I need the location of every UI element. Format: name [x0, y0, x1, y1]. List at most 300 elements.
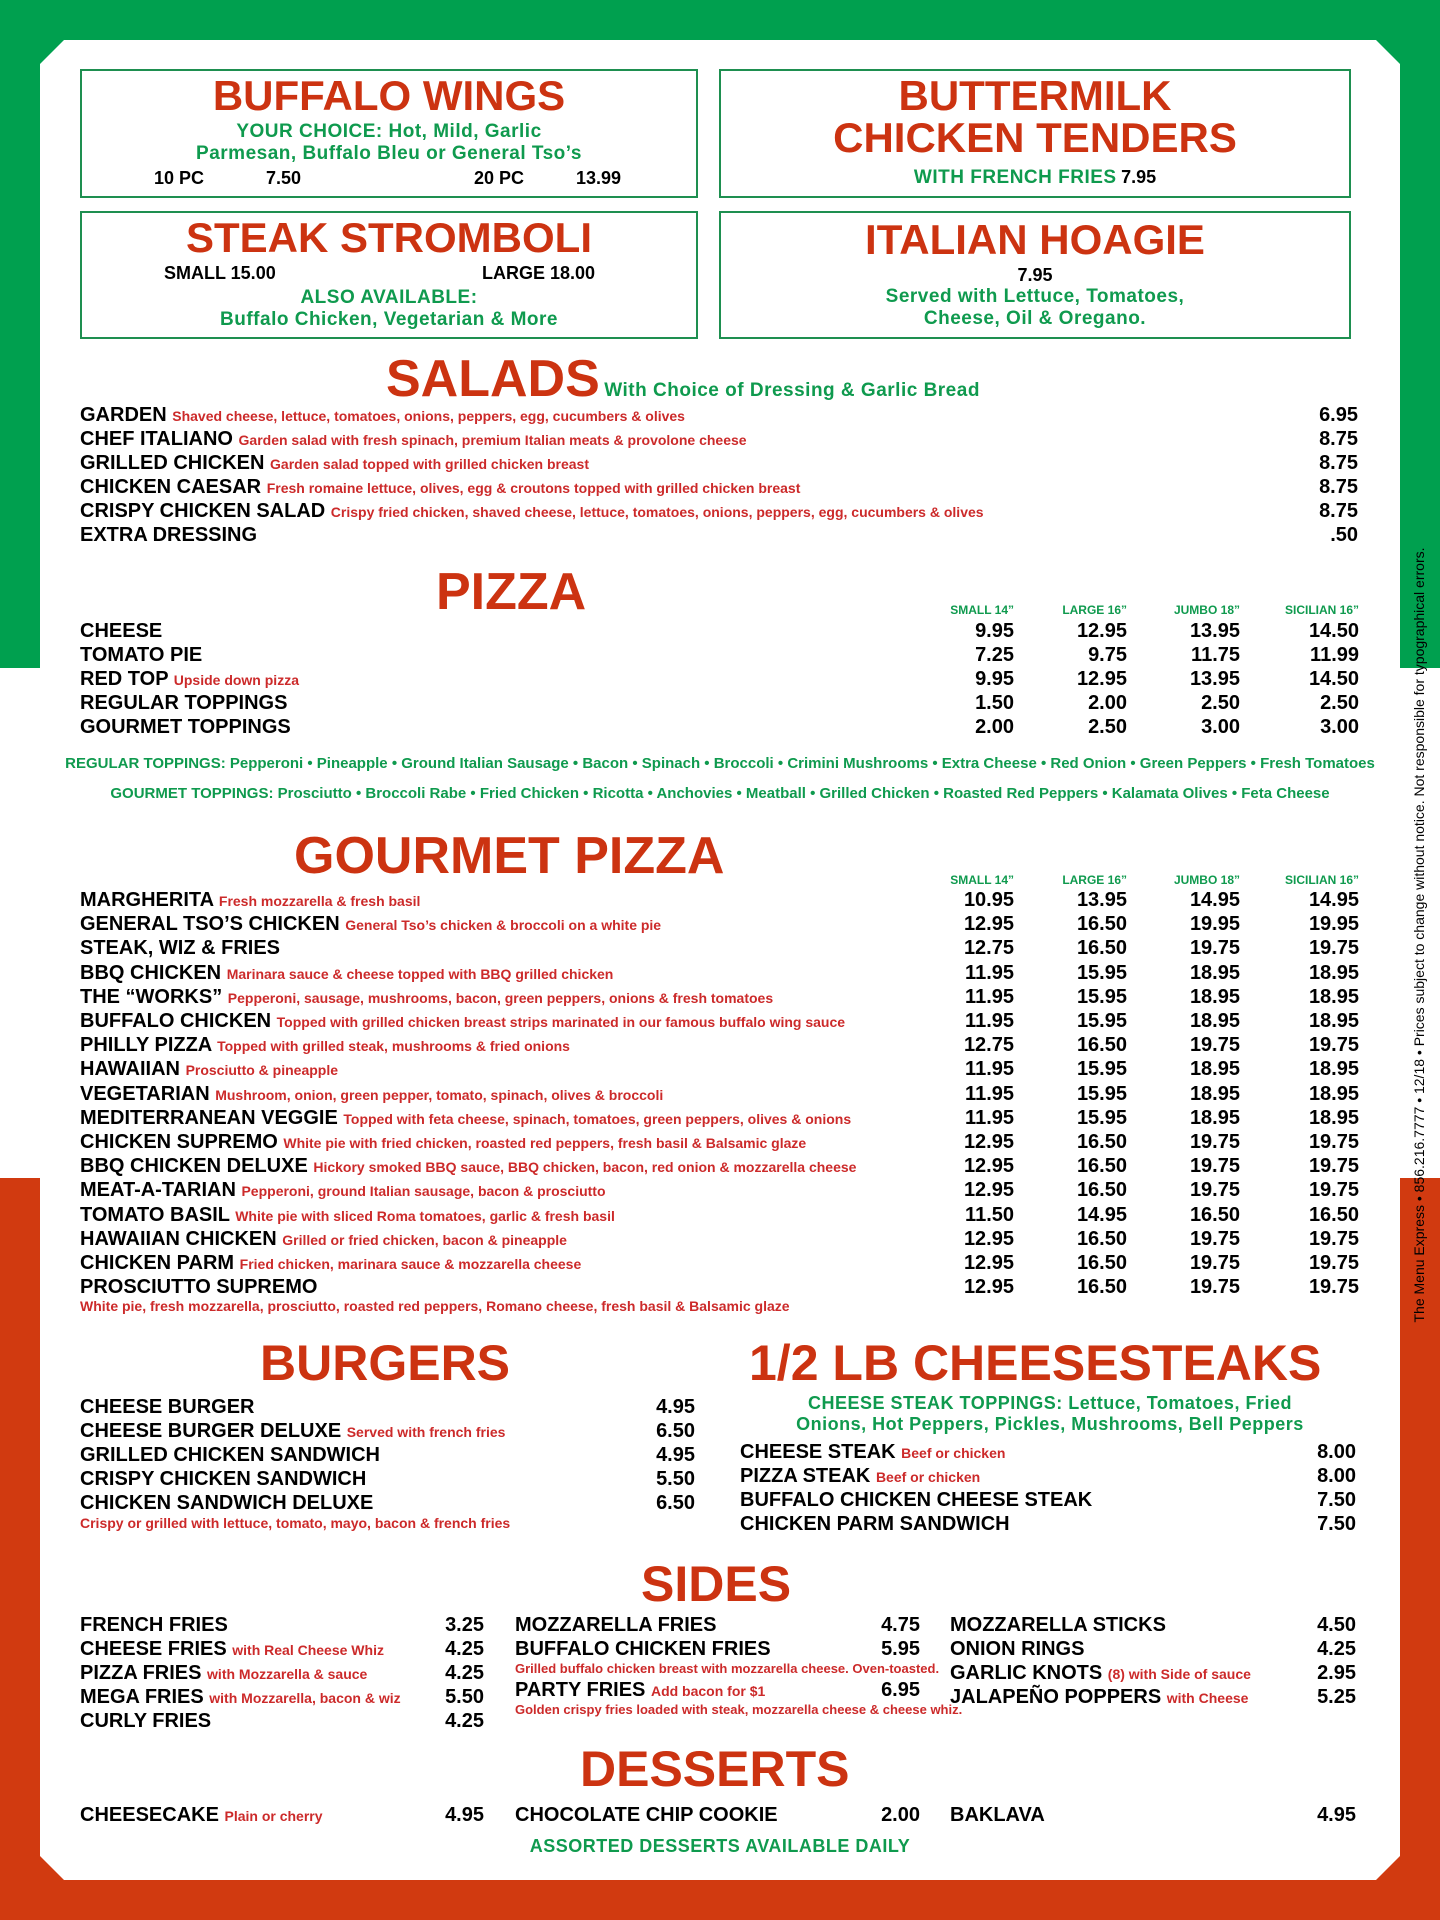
- side-price: 2.95: [1317, 1662, 1356, 1684]
- item-name: THE “WORKS”: [80, 985, 223, 1008]
- tenders-sub: WITH FRENCH FRIES: [913, 167, 1117, 188]
- salads-title: SALADS: [386, 350, 600, 408]
- item-desc: Shaved cheese, lettuce, tomatoes, onions, peppers, egg, cucumbers & olives: [172, 408, 685, 424]
- gourmet-price: 19.75: [1189, 1179, 1240, 1202]
- gourmet-col-jumbo: JUMBO 18”: [1173, 873, 1240, 887]
- burger-row: [80, 1395, 254, 1419]
- item-name: CHOCOLATE CHIP COOKIE: [515, 1804, 778, 1826]
- side-price: 4.25: [445, 1710, 484, 1732]
- gourmet-price: 12.95: [963, 913, 1014, 936]
- gourmet-price: 15.95: [1076, 961, 1127, 984]
- pizza-price: 2.00: [1088, 692, 1127, 714]
- gourmet-price: 14.95: [1189, 889, 1240, 911]
- side-price: 4.25: [445, 1662, 484, 1684]
- side-price: 6.95: [881, 1679, 920, 1701]
- side-row: [80, 1685, 401, 1710]
- tenders-price: 7.95: [1121, 167, 1157, 187]
- gourmet-price: 12.95: [963, 1252, 1014, 1274]
- pizza-price: 14.50: [1308, 668, 1359, 690]
- item-name: GOURMET TOPPINGS: [80, 716, 291, 738]
- item-desc: Upside down pizza: [173, 672, 299, 688]
- desserts-footer: ASSORTED DESSERTS AVAILABLE DAILY: [529, 1836, 911, 1856]
- item-name: JALAPEÑO POPPERS: [950, 1686, 1162, 1708]
- chicken-tenders-box: [719, 69, 1351, 198]
- item-desc: General Tso’s chicken & broccoli on a white pie: [345, 917, 662, 934]
- salad-price-grilled: 8.75: [1319, 452, 1358, 474]
- item-name: STEAK, WIZ & FRIES: [80, 937, 280, 960]
- cheesesteak-toppings-line1: CHEESE STEAK TOPPINGS: Lettuce, Tomatoes, Fried: [808, 1393, 1292, 1413]
- gourmet-price: 19.75: [1308, 1276, 1359, 1299]
- cheesesteak-row: [740, 1488, 1092, 1512]
- item-name: MEDITERRANEAN VEGGIE: [80, 1106, 338, 1129]
- item-name: BBQ CHICKEN: [80, 961, 222, 984]
- hoagie-line2: Cheese, Oil & Oregano.: [923, 308, 1147, 329]
- pizza-price: 2.50: [1201, 692, 1240, 714]
- item-desc: Topped with feta cheese, spinach, tomatoes, green peppers, olives & onions: [343, 1110, 852, 1127]
- burgers-title: BURGERS: [260, 1335, 511, 1391]
- pizza-row: [80, 667, 299, 692]
- steak-stromboli-box: [80, 211, 698, 339]
- gourmet-col-sicilian: SICILIAN 16”: [1284, 873, 1359, 887]
- buffalo-fries-note: Grilled buffalo chicken breast with mozzarella cheese. Oven-toasted.: [515, 1661, 940, 1676]
- burger-price: 4.95: [656, 1444, 695, 1466]
- cheesesteak-price: 8.00: [1317, 1441, 1356, 1463]
- tenders-title-line1: BUTTERMILK: [898, 72, 1172, 119]
- item-name: CHICKEN CAESAR: [80, 476, 262, 498]
- salad-row-crispy: [80, 499, 984, 524]
- gourmet-price: 19.75: [1189, 937, 1240, 960]
- item-desc: Garden salad with fresh spinach, premium Italian meats & provolone cheese: [238, 432, 747, 448]
- item-name: CHICKEN PARM: [80, 1252, 235, 1274]
- item-name: CHICKEN SUPREMO: [80, 1131, 278, 1153]
- stromboli-title: STEAK STROMBOLI: [186, 214, 592, 261]
- item-desc: Served with french fries: [346, 1424, 506, 1440]
- item-name: GARLIC KNOTS: [950, 1662, 1103, 1684]
- cheesesteak-toppings-line2: Onions, Hot Peppers, Pickles, Mushrooms, Bell Peppers: [796, 1414, 1304, 1434]
- item-name: HAWAIIAN: [80, 1058, 180, 1081]
- gourmet-row: [80, 936, 280, 961]
- item-desc: Marinara sauce & cheese topped with BBQ grilled chicken: [226, 965, 614, 982]
- item-name: CHICKEN PARM SANDWICH: [740, 1513, 1010, 1535]
- gourmet-price: 18.95: [1189, 1058, 1240, 1081]
- gourmet-price: 19.75: [1308, 1227, 1359, 1250]
- chicken-deluxe-note: Crispy or grilled with lettuce, tomato, mayo, bacon & french fries: [80, 1515, 511, 1531]
- gourmet-price: 16.50: [1076, 1252, 1127, 1274]
- salad-row-garden: [80, 403, 685, 428]
- gourmet-price: 11.95: [965, 1010, 1014, 1032]
- pizza-price: 14.50: [1308, 620, 1359, 642]
- pizza-title: PIZZA: [436, 563, 587, 621]
- item-name: BAKLAVA: [950, 1804, 1045, 1826]
- item-desc: Prosciutto & pineapple: [185, 1062, 339, 1079]
- pizza-price: 11.99: [1310, 644, 1359, 666]
- stromboli-small: SMALL 15.00: [164, 263, 276, 283]
- gourmet-row: [80, 1082, 663, 1107]
- item-desc: Topped with grilled chicken breast strips marinated in our famous buffalo wing sauce: [276, 1014, 846, 1030]
- gourmet-price: 19.75: [1308, 1179, 1359, 1202]
- gourmet-price: 12.75: [963, 937, 1014, 960]
- gourmet-row: [80, 1275, 317, 1300]
- desserts-title: DESSERTS: [580, 1741, 850, 1797]
- item-name: FRENCH FRIES: [80, 1614, 228, 1636]
- gourmet-row: [80, 1130, 806, 1155]
- side-price: 4.25: [445, 1638, 484, 1660]
- gourmet-row: [80, 912, 661, 937]
- pizza-col-sicilian: SICILIAN 16”: [1284, 603, 1359, 617]
- side-row: [950, 1637, 1084, 1661]
- gourmet-price: 18.95: [1308, 961, 1359, 984]
- side-row: [80, 1661, 367, 1686]
- gourmet-price: 11.95: [965, 1082, 1014, 1105]
- item-name: MOZZARELLA FRIES: [515, 1614, 717, 1636]
- item-name: CHEESE STEAK: [740, 1441, 896, 1463]
- regular-toppings-list: REGULAR TOPPINGS: Pepperoni • Pineapple • Ground Italian Sausage • Bacon • Spinach • Broccoli • Crimini Mushrooms • Extra Cheese • Red Onion • Green Peppers • Fresh Tomatoes: [65, 755, 1375, 772]
- gourmet-price: 16.50: [1076, 1155, 1127, 1178]
- gourmet-price: 18.95: [1189, 961, 1240, 984]
- cheesesteak-price: 7.50: [1317, 1513, 1356, 1535]
- gourmet-row: [80, 1057, 338, 1082]
- gourmet-price: 14.95: [1076, 1203, 1127, 1226]
- dessert-price: 4.95: [1317, 1804, 1356, 1826]
- item-name: CHICKEN SANDWICH DELUXE: [80, 1492, 374, 1514]
- item-name: CRISPY CHICKEN SALAD: [80, 500, 326, 522]
- gourmet-price: 16.50: [1076, 937, 1127, 960]
- salads-heading: [386, 349, 980, 409]
- gourmet-price: 16.50: [1189, 1203, 1240, 1226]
- item-name: PIZZA STEAK: [740, 1465, 871, 1487]
- item-name: REGULAR TOPPINGS: [80, 692, 288, 714]
- salad-row-caesar: [80, 475, 800, 500]
- gourmet-price: 16.50: [1076, 1276, 1127, 1299]
- item-name: MEAT-A-TARIAN: [80, 1179, 236, 1202]
- gourmet-price: 19.75: [1308, 1155, 1359, 1178]
- side-row: [950, 1613, 1166, 1637]
- wings-10pc-price: 7.50: [266, 168, 302, 188]
- salad-price-crispy: 8.75: [1319, 500, 1358, 522]
- item-name: GENERAL TSO’S CHICKEN: [80, 913, 340, 936]
- gourmet-row: [80, 1106, 851, 1131]
- dessert-row: [80, 1803, 323, 1828]
- cheesesteak-row: [740, 1464, 980, 1489]
- item-desc: Hickory smoked BBQ sauce, BBQ chicken, bacon, red onion & mozzarella cheese: [313, 1159, 857, 1176]
- item-desc: Beef or chicken: [875, 1469, 981, 1485]
- gourmet-price: 10.95: [963, 889, 1014, 911]
- item-name: CURLY FRIES: [80, 1710, 212, 1732]
- gourmet-row: [80, 1033, 570, 1058]
- gourmet-price: 15.95: [1076, 1106, 1127, 1129]
- item-desc: with Cheese: [1166, 1690, 1249, 1706]
- pizza-price: 9.75: [1088, 644, 1127, 666]
- hoagie-title: ITALIAN HOAGIE: [865, 216, 1205, 263]
- burger-price: 6.50: [656, 1492, 695, 1514]
- item-name: CRISPY CHICKEN SANDWICH: [80, 1468, 367, 1490]
- pizza-price: 9.95: [975, 620, 1014, 642]
- gourmet-price: 19.95: [1189, 913, 1240, 936]
- item-name: MOZZARELLA STICKS: [950, 1614, 1166, 1636]
- gourmet-row: [80, 985, 773, 1010]
- gourmet-price: 19.75: [1189, 1034, 1240, 1057]
- item-name: PHILLY PIZZA: [80, 1034, 212, 1057]
- prosciutto-supremo-note: White pie, fresh mozzarella, prosciutto, roasted red peppers, Romano cheese, fresh basil & Balsamic glaze: [80, 1298, 790, 1314]
- burger-price: 5.50: [656, 1468, 695, 1490]
- gourmet-price: 13.95: [1076, 889, 1127, 911]
- side-row: [950, 1661, 1251, 1686]
- item-name: MARGHERITA: [80, 889, 214, 911]
- item-name: VEGETARIAN: [80, 1082, 210, 1105]
- item-desc: Fried chicken, marinara sauce & mozzarella cheese: [239, 1256, 582, 1272]
- salad-price-garden: 6.95: [1319, 404, 1358, 426]
- item-name: PIZZA FRIES: [80, 1662, 202, 1684]
- item-desc: with Mozzarella, bacon & wiz: [209, 1690, 401, 1706]
- item-name: CHEESE BURGER: [80, 1396, 255, 1418]
- gourmet-price: 12.95: [963, 1131, 1014, 1153]
- item-desc: Fresh mozzarella & fresh basil: [218, 893, 421, 909]
- gourmet-price: 11.95: [965, 1106, 1014, 1129]
- side-row: [515, 1613, 716, 1637]
- item-name: BBQ CHICKEN DELUXE: [80, 1155, 308, 1178]
- item-name: RED TOP: [80, 668, 169, 690]
- gourmet-price: 19.75: [1308, 1131, 1359, 1153]
- pizza-price: 3.00: [1201, 716, 1240, 738]
- item-name: CHEESE BURGER DELUXE: [80, 1420, 342, 1442]
- item-name: CHEF ITALIANO: [80, 428, 233, 450]
- item-name: GRILLED CHICKEN: [80, 452, 265, 474]
- salads-subtitle: With Choice of Dressing & Garlic Bread: [604, 380, 980, 401]
- side-price: 4.25: [1317, 1638, 1356, 1660]
- wings-choice-line2: Parmesan, Buffalo Bleu or General Tso’s: [196, 143, 582, 164]
- gourmet-price: 18.95: [1308, 1010, 1359, 1032]
- pizza-price: 12.95: [1076, 620, 1127, 642]
- wings-10pc-label: 10 PC: [154, 168, 205, 188]
- gourmet-price: 16.50: [1076, 1034, 1127, 1057]
- gourmet-price: 15.95: [1076, 985, 1127, 1008]
- side-row: [515, 1678, 765, 1703]
- item-desc: Fresh romaine lettuce, olives, egg & croutons topped with grilled chicken breast: [266, 480, 801, 496]
- gourmet-price: 18.95: [1308, 985, 1359, 1008]
- pizza-price: 7.25: [975, 644, 1014, 666]
- gourmet-price: 19.75: [1189, 1131, 1240, 1153]
- gourmet-price: 16.50: [1308, 1203, 1359, 1226]
- item-desc: Topped with grilled steak, mushrooms & fried onions: [217, 1038, 570, 1055]
- buffalo-wings-title: BUFFALO WINGS: [212, 72, 566, 119]
- gourmet-row: [80, 1178, 606, 1203]
- item-name: ONION RINGS: [950, 1638, 1085, 1660]
- italian-hoagie-box: [719, 211, 1351, 339]
- gourmet-price: 11.95: [965, 985, 1014, 1008]
- tenders-title-line2: CHICKEN TENDERS: [833, 114, 1237, 161]
- hoagie-line1: Served with Lettuce, Tomatoes,: [885, 286, 1185, 307]
- gourmet-price: 18.95: [1308, 1106, 1359, 1129]
- item-name: EXTRA DRESSING: [80, 524, 258, 546]
- gourmet-price: 14.95: [1308, 889, 1359, 911]
- gourmet-col-large: LARGE 16”: [1062, 873, 1127, 887]
- gourmet-price: 19.75: [1308, 1252, 1359, 1274]
- side-disclaimer: The Menu Express • 856.216.7777 • 12/18 • Prices subject to change without notice. Not responsible for typographical errors.: [1411, 547, 1427, 1323]
- item-name: CHEESECAKE: [80, 1804, 219, 1826]
- item-desc: Beef or chicken: [901, 1445, 1006, 1461]
- item-name: MEGA FRIES: [80, 1686, 204, 1708]
- gourmet-price: 18.95: [1189, 1010, 1240, 1032]
- gourmet-price: 19.95: [1308, 913, 1359, 936]
- gourmet-row: [80, 1203, 615, 1228]
- salad-row-grilled: [80, 451, 589, 476]
- item-name: GARDEN: [80, 404, 167, 426]
- gourmet-price: 12.95: [963, 1276, 1014, 1299]
- item-name: TOMATO BASIL: [80, 1203, 230, 1226]
- item-desc: Pepperoni, ground Italian sausage, bacon & prosciutto: [241, 1183, 606, 1200]
- pizza-row: [80, 715, 291, 740]
- side-price: 5.50: [445, 1686, 484, 1708]
- pizza-row: [80, 643, 202, 668]
- item-desc: with Real Cheese Whiz: [232, 1642, 384, 1658]
- item-name: GRILLED CHICKEN SANDWICH: [80, 1444, 380, 1466]
- pizza-price: 3.00: [1320, 716, 1359, 738]
- side-row: [515, 1637, 771, 1661]
- item-name: TOMATO PIE: [80, 644, 203, 666]
- salad-price-chef: 8.75: [1319, 428, 1358, 450]
- dessert-row: [515, 1803, 778, 1827]
- burger-row: [80, 1443, 380, 1467]
- item-desc: (8) with Side of sauce: [1107, 1666, 1251, 1682]
- gourmet-price: 18.95: [1189, 985, 1240, 1008]
- item-name: PROSCIUTTO SUPREMO: [80, 1276, 318, 1299]
- gourmet-price: 16.50: [1076, 1131, 1127, 1153]
- pizza-col-jumbo: JUMBO 18”: [1173, 603, 1240, 617]
- wings-choice-line1: YOUR CHOICE: Hot, Mild, Garlic: [236, 121, 542, 142]
- pizza-col-small: SMALL 14”: [950, 603, 1014, 617]
- gourmet-price: 18.95: [1308, 1082, 1359, 1105]
- gourmet-price: 15.95: [1076, 1082, 1127, 1105]
- pizza-price: 2.00: [975, 716, 1014, 738]
- item-name: CHEESE: [80, 620, 163, 642]
- dessert-row: [950, 1803, 1045, 1827]
- dessert-price: 2.00: [881, 1804, 920, 1826]
- cheesesteak-price: 8.00: [1317, 1465, 1356, 1487]
- sides-title: SIDES: [641, 1556, 792, 1612]
- gourmet-row: [80, 961, 613, 986]
- gourmet-col-small: SMALL 14”: [950, 873, 1014, 887]
- item-name: BUFFALO CHICKEN: [80, 1010, 272, 1032]
- gourmet-price: 12.95: [963, 1155, 1014, 1178]
- burger-price: 4.95: [656, 1396, 695, 1418]
- gourmet-price: 11.50: [965, 1203, 1014, 1226]
- gourmet-price: 18.95: [1308, 1058, 1359, 1081]
- pizza-price: 2.50: [1088, 716, 1127, 738]
- cheesesteak-row: [740, 1512, 1010, 1536]
- gourmet-row: [80, 1227, 567, 1252]
- side-price: 3.25: [445, 1614, 484, 1636]
- hoagie-price: 7.95: [1017, 265, 1053, 285]
- pizza-price: 12.95: [1076, 668, 1127, 690]
- gourmet-price: 12.95: [963, 1227, 1014, 1250]
- party-fries-note: Golden crispy fries loaded with steak, mozzarella cheese & cheese whiz.: [515, 1702, 963, 1717]
- gourmet-price: 18.95: [1189, 1082, 1240, 1105]
- salad-price-caesar: 8.75: [1319, 476, 1358, 498]
- item-name: HAWAIIAN CHICKEN: [80, 1227, 277, 1250]
- gourmet-price: 16.50: [1076, 1227, 1127, 1250]
- gourmet-row: [80, 1009, 845, 1034]
- pizza-price: 9.95: [975, 668, 1014, 690]
- item-name: CHEESE FRIES: [80, 1638, 227, 1660]
- gourmet-price: 19.75: [1308, 937, 1359, 960]
- gourmet-row: [80, 1154, 856, 1179]
- side-row: [80, 1613, 228, 1637]
- tenders-subline: [721, 167, 1349, 189]
- cheesesteak-price: 7.50: [1317, 1489, 1356, 1511]
- pizza-row: [80, 619, 162, 644]
- burger-row: [80, 1467, 366, 1491]
- item-name: PARTY FRIES: [515, 1679, 646, 1701]
- gourmet-row: [80, 1251, 581, 1276]
- gourmet-price: 12.95: [963, 1179, 1014, 1202]
- gourmet-price: 19.75: [1189, 1227, 1240, 1250]
- stromboli-also-line2: Buffalo Chicken, Vegetarian & More: [220, 309, 558, 330]
- gourmet-price: 11.95: [965, 1058, 1014, 1081]
- item-desc: Pepperoni, sausage, mushrooms, bacon, green peppers, onions & fresh tomatoes: [227, 989, 774, 1006]
- pizza-price: 13.95: [1189, 668, 1240, 690]
- stromboli-large: LARGE 18.00: [482, 263, 596, 283]
- gourmet-toppings-list: GOURMET TOPPINGS: Prosciutto • Broccoli Rabe • Fried Chicken • Ricotta • Anchovies • Meatball • Grilled Chicken • Roasted Red Peppers • Kalamata Olives • Feta Cheese: [110, 785, 1330, 802]
- side-row: [950, 1685, 1248, 1710]
- gourmet-price: 18.95: [1189, 1106, 1240, 1129]
- salad-price-dressing: .50: [1330, 524, 1358, 546]
- gourmet-price: 19.75: [1189, 1276, 1240, 1299]
- gourmet-row: [80, 888, 420, 913]
- salad-row-dressing: [80, 523, 257, 547]
- pizza-price: 1.50: [975, 692, 1014, 714]
- gourmet-price: 11.95: [965, 961, 1014, 984]
- item-desc: Add bacon for $1: [650, 1683, 766, 1699]
- pizza-price: 13.95: [1189, 620, 1240, 642]
- side-row: [80, 1709, 211, 1733]
- gourmet-price: 16.50: [1076, 913, 1127, 936]
- stromboli-also-line1: ALSO AVAILABLE:: [300, 287, 478, 308]
- pizza-price: 11.75: [1191, 644, 1240, 666]
- pizza-col-large: LARGE 16”: [1062, 603, 1127, 617]
- item-desc: Crispy fried chicken, shaved cheese, lettuce, tomatoes, onions, peppers, egg, cucumbers & olives: [330, 504, 984, 520]
- side-price: 4.75: [881, 1614, 920, 1636]
- side-price: 5.95: [881, 1638, 920, 1660]
- pizza-row: [80, 691, 287, 716]
- gourmet-price: 15.95: [1076, 1058, 1127, 1081]
- item-desc: Grilled or fried chicken, bacon & pineapple: [282, 1231, 567, 1248]
- buffalo-wings-box: [80, 69, 698, 198]
- item-desc: with Mozzarella & sauce: [207, 1666, 368, 1682]
- pizza-price: 2.50: [1320, 692, 1359, 714]
- cheesesteak-row: [740, 1440, 1005, 1465]
- gourmet-price: 19.75: [1189, 1252, 1240, 1274]
- item-name: BUFFALO CHICKEN FRIES: [515, 1638, 771, 1660]
- item-desc: Mushroom, onion, green pepper, tomato, spinach, olives & broccoli: [215, 1086, 664, 1103]
- burger-price: 6.50: [656, 1420, 695, 1442]
- item-name: BUFFALO CHICKEN CHEESE STEAK: [740, 1489, 1093, 1511]
- wings-20pc-label: 20 PC: [474, 168, 525, 188]
- burger-row: [80, 1419, 505, 1444]
- item-desc: White pie with sliced Roma tomatoes, garlic & fresh basil: [235, 1207, 615, 1224]
- item-desc: White pie with fried chicken, roasted red peppers, fresh basil & Balsamic glaze: [283, 1135, 807, 1151]
- side-price: 5.25: [1317, 1686, 1356, 1708]
- dessert-price: 4.95: [445, 1804, 484, 1826]
- item-desc: Plain or cherry: [224, 1808, 323, 1824]
- item-desc: Garden salad topped with grilled chicken breast: [270, 456, 589, 472]
- salad-row-chef: [80, 427, 747, 452]
- gourmet-pizza-title: GOURMET PIZZA: [294, 827, 725, 885]
- side-price: 4.50: [1317, 1614, 1356, 1636]
- side-row: [80, 1637, 384, 1662]
- gourmet-price: 12.75: [963, 1034, 1014, 1057]
- gourmet-price: 16.50: [1076, 1179, 1127, 1202]
- wings-20pc-price: 13.99: [576, 168, 622, 188]
